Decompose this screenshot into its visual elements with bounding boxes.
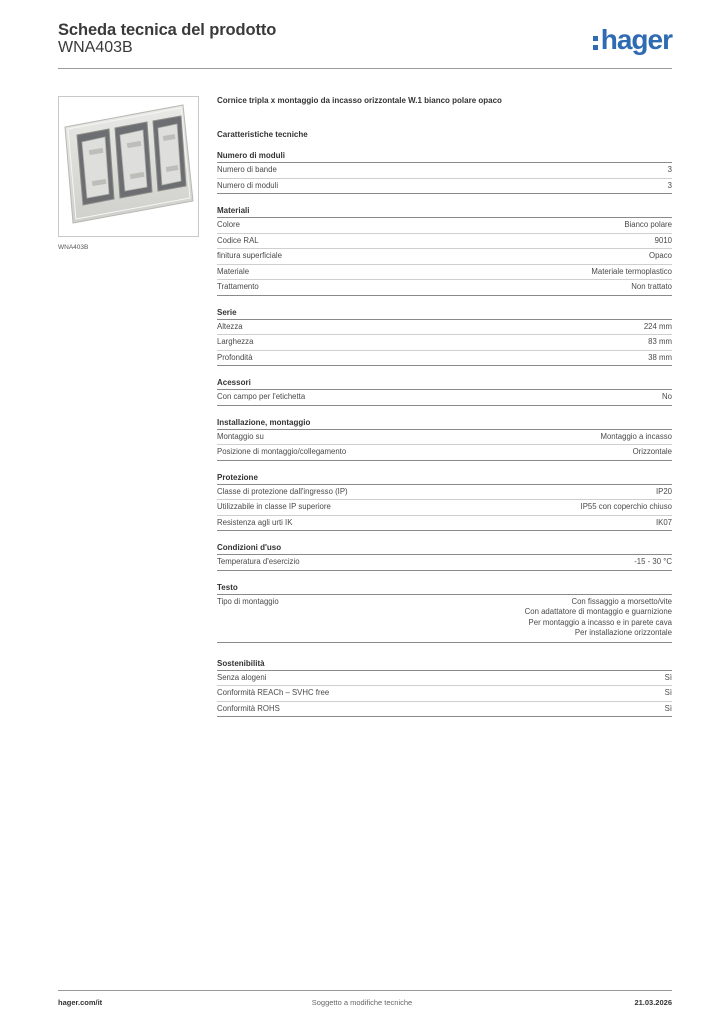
image-caption: WNA403B bbox=[58, 244, 89, 251]
spec-label: Conformità REACh – SVHC free bbox=[217, 688, 330, 697]
spec-value-line: Per montaggio a incasso e in parete cava bbox=[528, 617, 672, 627]
spec-row bbox=[217, 218, 672, 234]
spec-value: IP20 bbox=[655, 486, 672, 496]
spec-value-line: Con adattatore di montaggio e guarnizione bbox=[524, 607, 672, 616]
spec-row-multiline bbox=[217, 595, 672, 643]
spec-row bbox=[217, 390, 672, 406]
spec-values bbox=[525, 597, 672, 639]
spec-row bbox=[217, 351, 672, 367]
header-title: Scheda tecnica del prodotto bbox=[58, 21, 277, 39]
spec-label: finitura superficiale bbox=[217, 251, 283, 260]
spec-row bbox=[217, 485, 672, 501]
spec-group bbox=[217, 416, 672, 461]
header-divider bbox=[58, 68, 672, 69]
specifications bbox=[217, 96, 672, 717]
group-sostenibilita bbox=[217, 657, 672, 718]
group-title: Materiali bbox=[217, 204, 672, 218]
spec-row bbox=[217, 500, 672, 516]
group-title: Protezione bbox=[217, 471, 672, 485]
spec-value-line: Per installazione orizzontale bbox=[574, 628, 672, 637]
spec-row bbox=[217, 430, 672, 446]
spec-label: Temperatura d'esercizio bbox=[217, 557, 300, 566]
spec-value: No bbox=[662, 392, 672, 401]
spec-label: Altezza bbox=[217, 321, 243, 331]
spec-row bbox=[217, 445, 672, 461]
spec-value: Orizzontale bbox=[632, 447, 672, 456]
section-title: Caratteristiche tecniche bbox=[217, 130, 308, 139]
group-title: Testo bbox=[217, 581, 672, 595]
spec-label: Posizione di montaggio/collegamento bbox=[217, 447, 347, 456]
spec-groups bbox=[217, 149, 672, 571]
spec-value: Bianco polare bbox=[624, 220, 672, 229]
group-title: Sostenibilità bbox=[217, 657, 672, 671]
spec-row bbox=[217, 335, 672, 351]
spec-value: Sì bbox=[664, 672, 672, 682]
spec-value: 38 mm bbox=[648, 352, 672, 362]
group-title: Serie bbox=[217, 306, 672, 320]
spec-value: IK07 bbox=[655, 517, 672, 527]
product-image bbox=[58, 96, 199, 237]
spec-label: Montaggio su bbox=[217, 431, 264, 441]
spec-row bbox=[217, 234, 672, 250]
hager-logo-text: hager bbox=[600, 24, 672, 55]
spec-label: Numero di bande bbox=[217, 165, 277, 174]
spec-group bbox=[217, 376, 672, 406]
spec-label: Trattamento bbox=[217, 282, 259, 291]
footer-date: 21.03.2026 bbox=[634, 998, 672, 1007]
spec-value: 83 mm bbox=[648, 337, 672, 346]
spec-value: Sì bbox=[664, 703, 672, 713]
spec-value: 3 bbox=[667, 180, 672, 190]
hager-logo bbox=[593, 25, 672, 55]
spec-label: Numero di moduli bbox=[217, 180, 279, 190]
spec-row bbox=[217, 320, 672, 336]
spec-row bbox=[217, 280, 672, 296]
spec-row bbox=[217, 516, 672, 532]
spec-value: -15 - 30 °C bbox=[634, 557, 672, 566]
spec-group bbox=[217, 471, 672, 532]
spec-value: Montaggio a incasso bbox=[600, 431, 672, 441]
spec-label: Codice RAL bbox=[217, 235, 259, 245]
product-name: Cornice tripla x montaggio da incasso orizzontale W.1 bianco polare opaco bbox=[217, 96, 502, 105]
spec-label: Larghezza bbox=[217, 337, 254, 346]
spec-group bbox=[217, 541, 672, 571]
spec-value: Opaco bbox=[649, 251, 672, 260]
spec-label: Con campo per l'etichetta bbox=[217, 392, 306, 401]
spec-row bbox=[217, 671, 672, 687]
spec-label: Conformità ROHS bbox=[217, 703, 280, 713]
group-title: Acessori bbox=[217, 376, 672, 390]
spec-row bbox=[217, 249, 672, 265]
spec-label: Resistenza agli urti IK bbox=[217, 517, 293, 527]
footer-divider bbox=[58, 990, 672, 991]
spec-group bbox=[217, 149, 672, 194]
spec-row bbox=[217, 265, 672, 281]
spec-row bbox=[217, 686, 672, 702]
spec-value-line: Con fissaggio a morsetto/vite bbox=[571, 596, 672, 606]
spec-value: 9010 bbox=[654, 235, 672, 245]
spec-label: Materiale bbox=[217, 266, 250, 276]
spec-value: Materiale termoplastico bbox=[591, 266, 672, 276]
group-title: Installazione, montaggio bbox=[217, 416, 672, 430]
spec-row bbox=[217, 179, 672, 195]
spec-row bbox=[217, 702, 672, 718]
spec-label: Profondità bbox=[217, 352, 253, 362]
spec-value: 224 mm bbox=[643, 321, 672, 331]
spec-label: Classe di protezione dall'ingresso (IP) bbox=[217, 486, 348, 496]
triple-frame-picture bbox=[59, 97, 198, 236]
spec-label: Senza alogeni bbox=[217, 672, 267, 682]
group-title: Numero di moduli bbox=[217, 149, 672, 163]
header-product-code: WNA403B bbox=[58, 39, 133, 56]
spec-value: Sì bbox=[664, 688, 672, 697]
spec-group bbox=[217, 306, 672, 367]
spec-value: IP55 con coperchio chiuso bbox=[580, 502, 672, 511]
group-testo bbox=[217, 581, 672, 643]
spec-row bbox=[217, 555, 672, 571]
spec-row bbox=[217, 163, 672, 179]
spec-value: Non trattato bbox=[631, 282, 672, 291]
spec-label: Colore bbox=[217, 220, 240, 229]
group-title: Condizioni d'uso bbox=[217, 541, 672, 555]
footer-website-link[interactable]: hager.com/it bbox=[58, 998, 103, 1007]
spec-label: Tipo di montaggio bbox=[217, 596, 279, 606]
spec-group bbox=[217, 204, 672, 296]
footer-note: Soggetto a modifiche tecniche bbox=[311, 998, 413, 1007]
spec-label: Utilizzabile in classe IP superiore bbox=[217, 502, 331, 511]
spec-value: 3 bbox=[667, 165, 672, 174]
